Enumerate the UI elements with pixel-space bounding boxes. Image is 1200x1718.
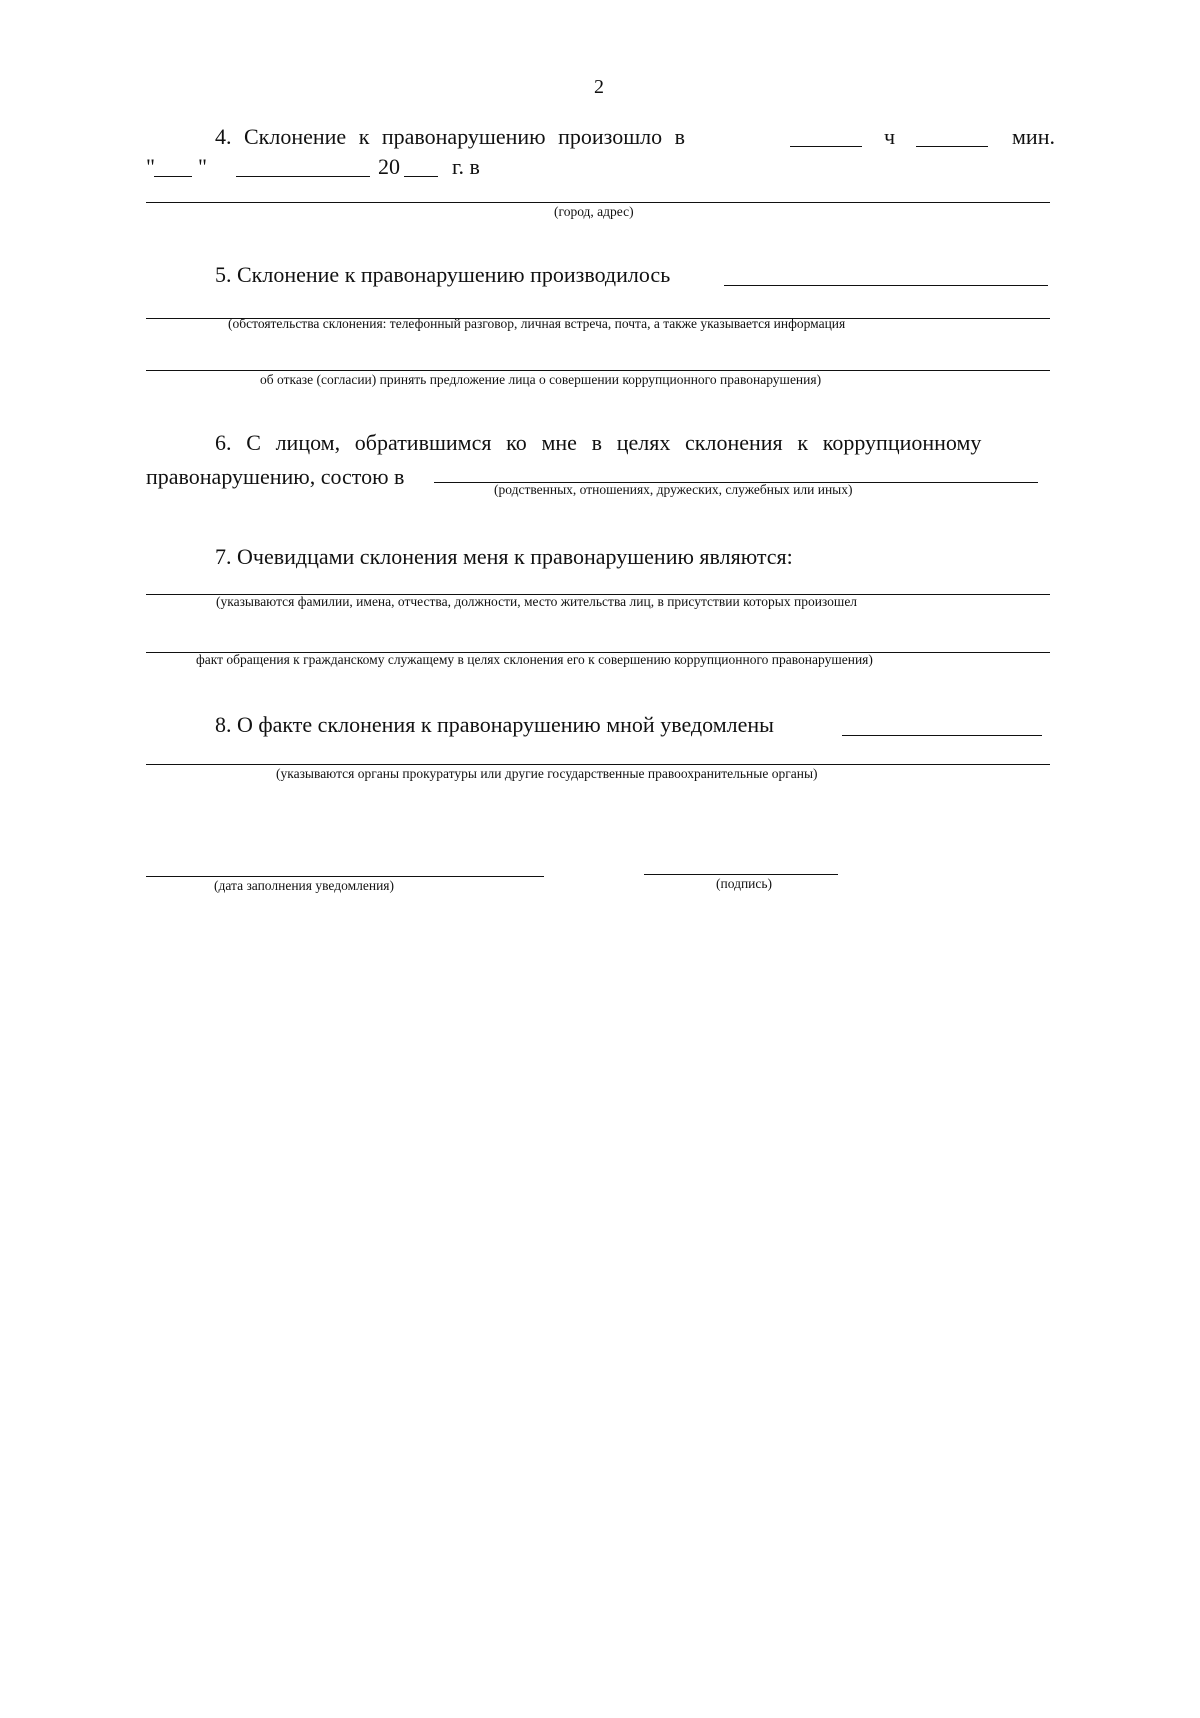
item7-caption1: (указываются фамилии, имена, отчества, должности, место жительства лиц, в присутствии которых произошел [216, 594, 858, 609]
item4-text: 4. Склонение к правонарушению произошло в [215, 124, 686, 149]
item8-line [146, 764, 1050, 765]
signature-caption: (подпись) [716, 876, 773, 891]
item7-caption2: факт обращения к гражданскому служащему в целях склонения его к совершению коррупционного правонарушения) [196, 652, 873, 667]
item6-text-line1: 6. С лицом, обратившимся ко мне в целях склонения к коррупционному [215, 430, 982, 455]
hours-label: ч [884, 124, 896, 149]
item8-caption: (указываются органы прокуратуры или другие государственные правоохранительные органы) [276, 766, 818, 781]
page-number: 2 [594, 76, 604, 98]
item5-caption2: об отказе (согласии) принять предложение лица о совершении коррупционного правонарушения) [260, 372, 822, 387]
date-line [146, 876, 544, 877]
hour-blank [790, 146, 862, 147]
address-caption: (город, адрес) [554, 204, 634, 219]
item5-caption1: (обстоятельства склонения: телефонный разговор, личная встреча, почта, а также указывается информация [228, 316, 846, 331]
minutes-label: мин. [1012, 124, 1055, 149]
month-blank [236, 176, 370, 177]
minutes-blank [916, 146, 988, 147]
item5-line2 [146, 370, 1050, 371]
signature-line [644, 874, 838, 875]
day-blank [154, 176, 192, 177]
quote-open: " [146, 154, 155, 179]
address-line [146, 202, 1050, 203]
item8-text: 8. О факте склонения к правонарушению мной уведомлены [215, 712, 774, 737]
year-suffix: г. в [452, 154, 480, 179]
item7-text: 7. Очевидцами склонения меня к правонарушению являются: [215, 544, 793, 569]
year-blank [404, 176, 438, 177]
quote-close: " [198, 154, 207, 179]
item6-text-line2: правонарушению, состою в [146, 464, 405, 489]
item6-caption: (родственных, отношениях, дружеских, служебных или иных) [494, 482, 853, 497]
item5-text: 5. Склонение к правонарушению производилось [215, 262, 671, 287]
date-caption: (дата заполнения уведомления) [214, 878, 395, 893]
item8-blank [842, 735, 1042, 736]
item5-blank [724, 285, 1048, 286]
year-prefix: 20 [378, 154, 400, 179]
